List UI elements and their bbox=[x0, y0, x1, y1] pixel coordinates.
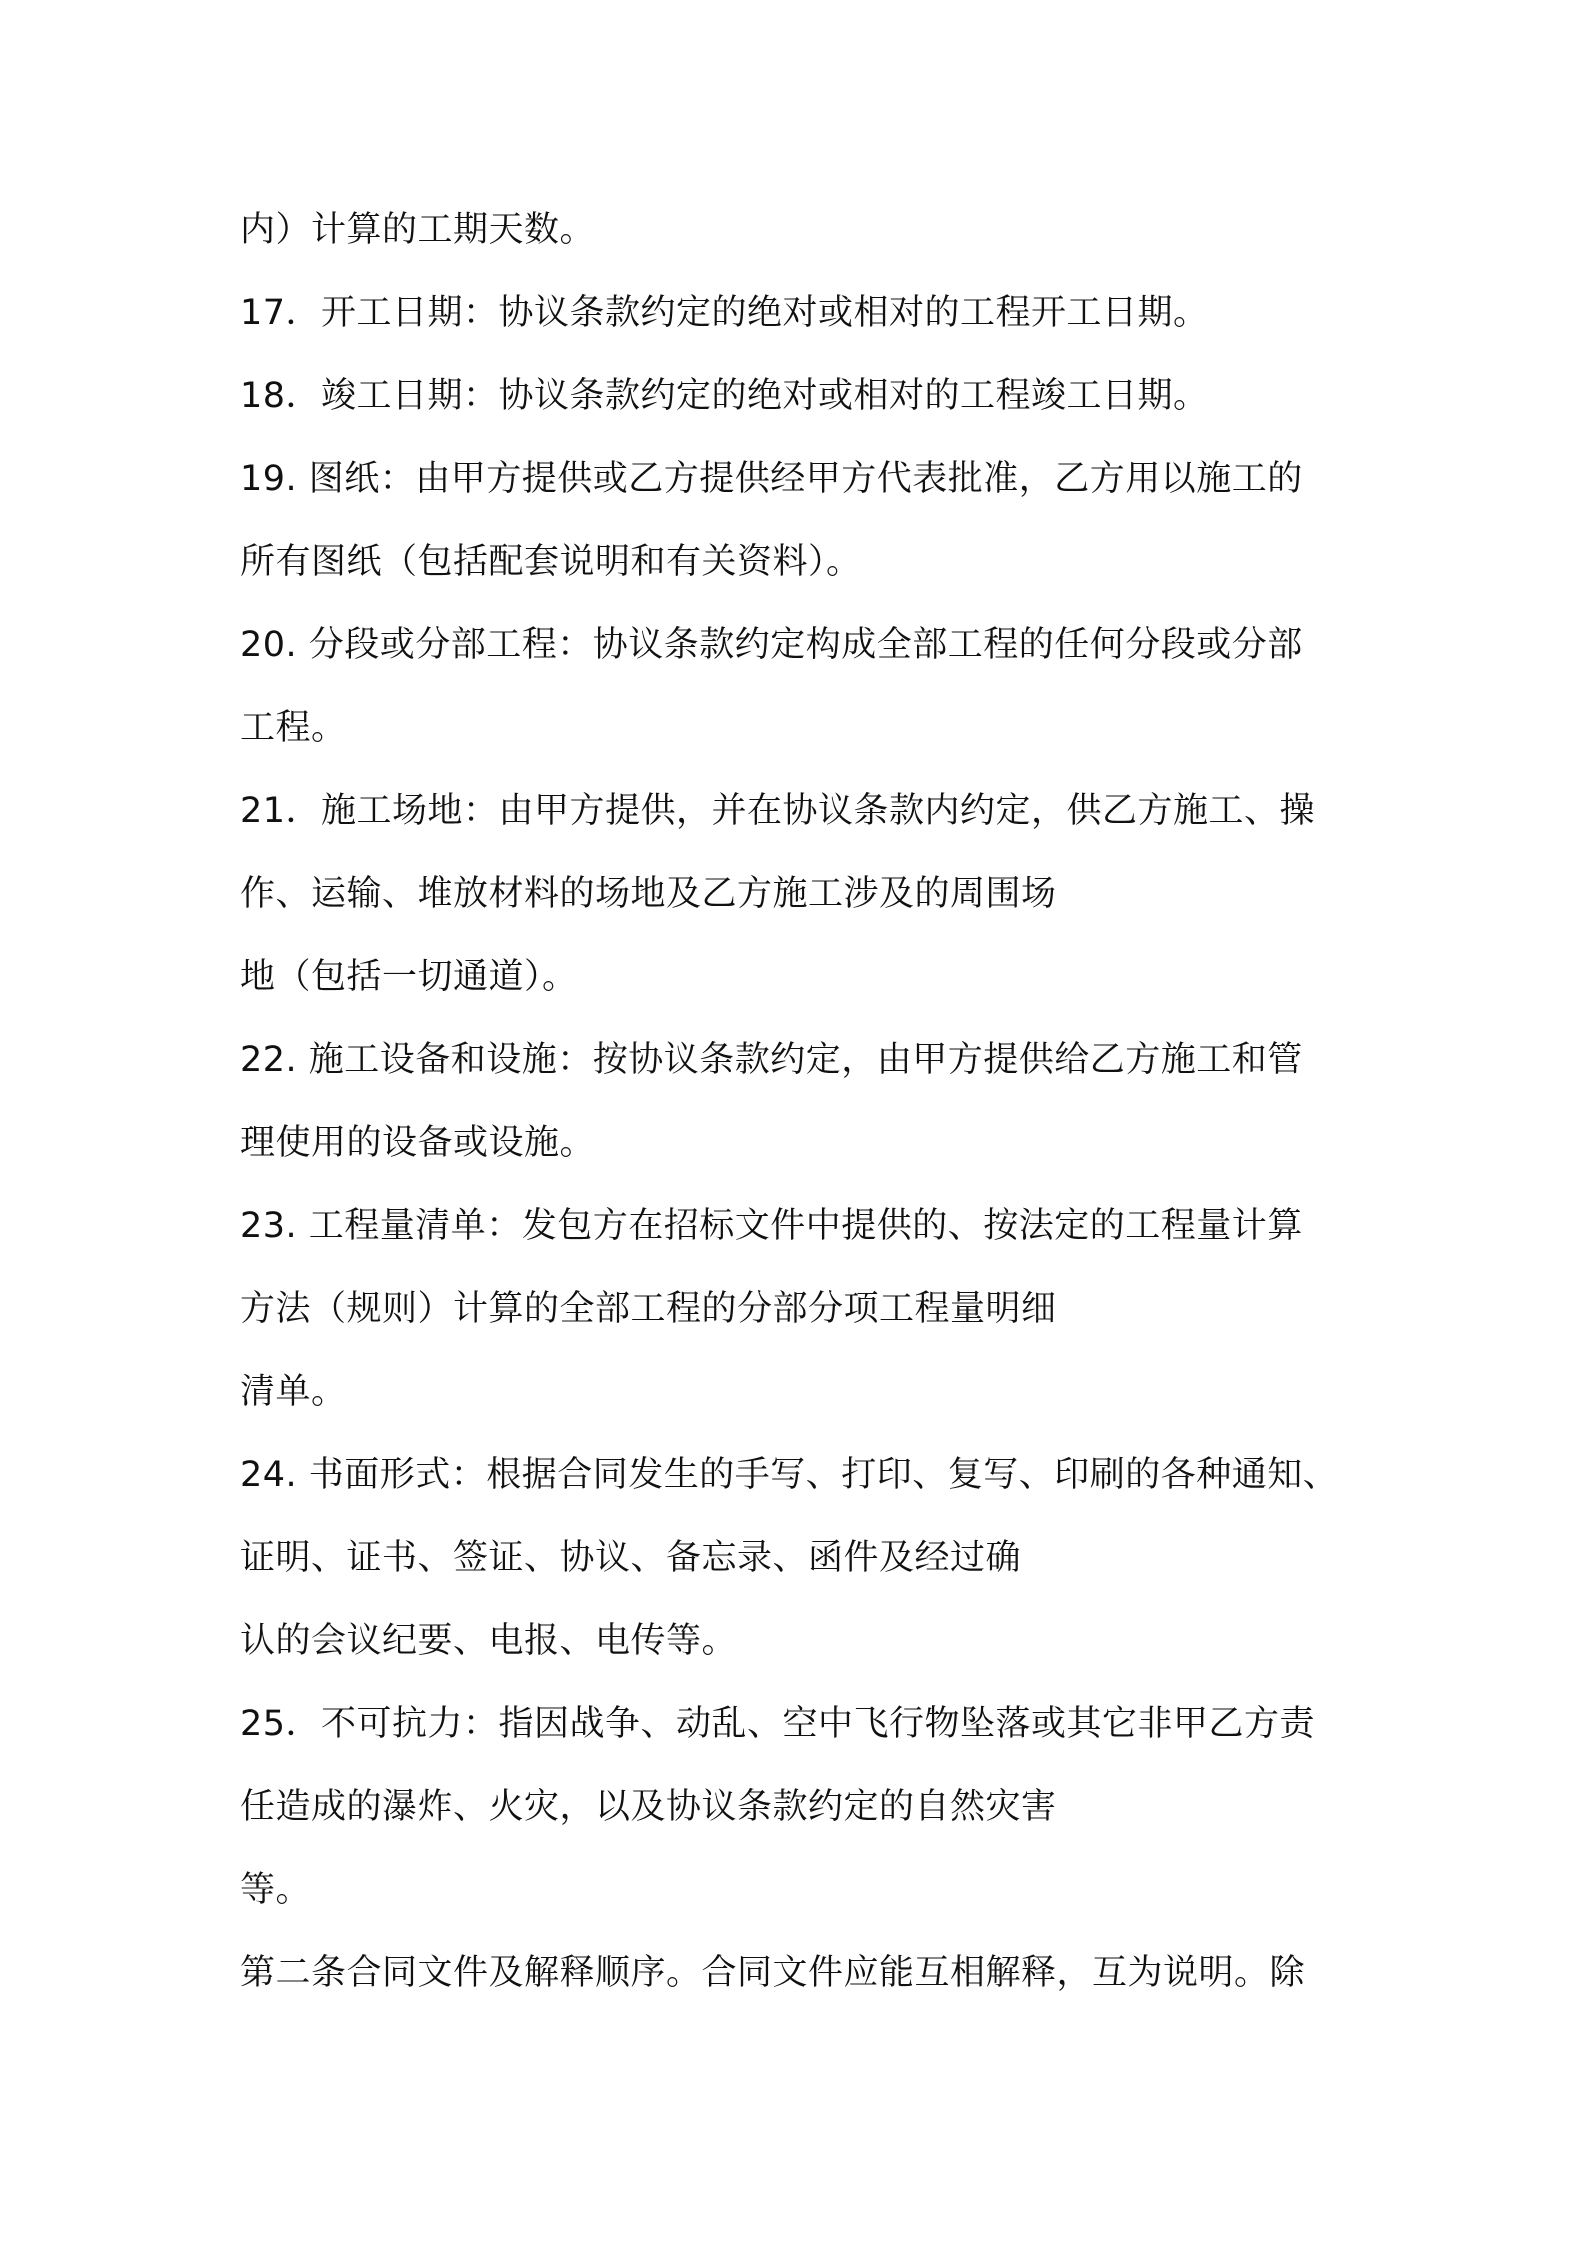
text-line: 内）计算的工期天数。 bbox=[240, 210, 596, 250]
text-line: 工程。 bbox=[240, 708, 347, 748]
text-line: 方法（规则）计算的全部工程的分部分项工程量明细 bbox=[240, 1289, 1057, 1329]
text-line: 24. 书面形式：根据合同发生的手写、打印、复写、印刷的各种通知、 bbox=[240, 1455, 1339, 1495]
text-line: 18．竣工日期：协议条款约定的绝对或相对的工程竣工日期。 bbox=[240, 376, 1209, 416]
text-line: 25．不可抗力：指因战争、动乱、空中飞行物坠落或其它非甲乙方责 bbox=[240, 1704, 1316, 1744]
text-line: 23. 工程量清单：发包方在招标文件中提供的、按法定的工程量计算 bbox=[240, 1206, 1303, 1246]
text-line: 22. 施工设备和设施：按协议条款约定，由甲方提供给乙方施工和管 bbox=[240, 1040, 1303, 1080]
text-line: 第二条合同文件及解释顺序。合同文件应能互相解释，互为说明。除 bbox=[240, 1953, 1306, 1993]
text-line: 所有图纸（包括配套说明和有关资料）。 bbox=[240, 542, 862, 582]
text-line: 作、运输、堆放材料的场地及乙方施工涉及的周围场 bbox=[240, 874, 1057, 914]
text-line: 21．施工场地：由甲方提供，并在协议条款内约定，供乙方施工、操 bbox=[240, 791, 1316, 831]
text-line: 理使用的设备或设施。 bbox=[240, 1123, 596, 1163]
text-line: 证明、证书、签证、协议、备忘录、函件及经过确 bbox=[240, 1538, 1022, 1578]
text-line: 清单。 bbox=[240, 1372, 347, 1412]
text-line: 地（包括一切通道）。 bbox=[240, 957, 578, 997]
text-line: 任造成的瀑炸、火灾，以及协议条款约定的自然灾害 bbox=[240, 1787, 1057, 1827]
text-line: 19. 图纸：由甲方提供或乙方提供经甲方代表批准，乙方用以施工的 bbox=[240, 459, 1303, 499]
text-line: 等。 bbox=[240, 1870, 312, 1910]
text-line: 17．开工日期：协议条款约定的绝对或相对的工程开工日期。 bbox=[240, 293, 1209, 333]
text-line: 认的会议纪要、电报、电传等。 bbox=[240, 1621, 738, 1661]
text-line: 20. 分段或分部工程：协议条款约定构成全部工程的任何分段或分部 bbox=[240, 625, 1303, 665]
